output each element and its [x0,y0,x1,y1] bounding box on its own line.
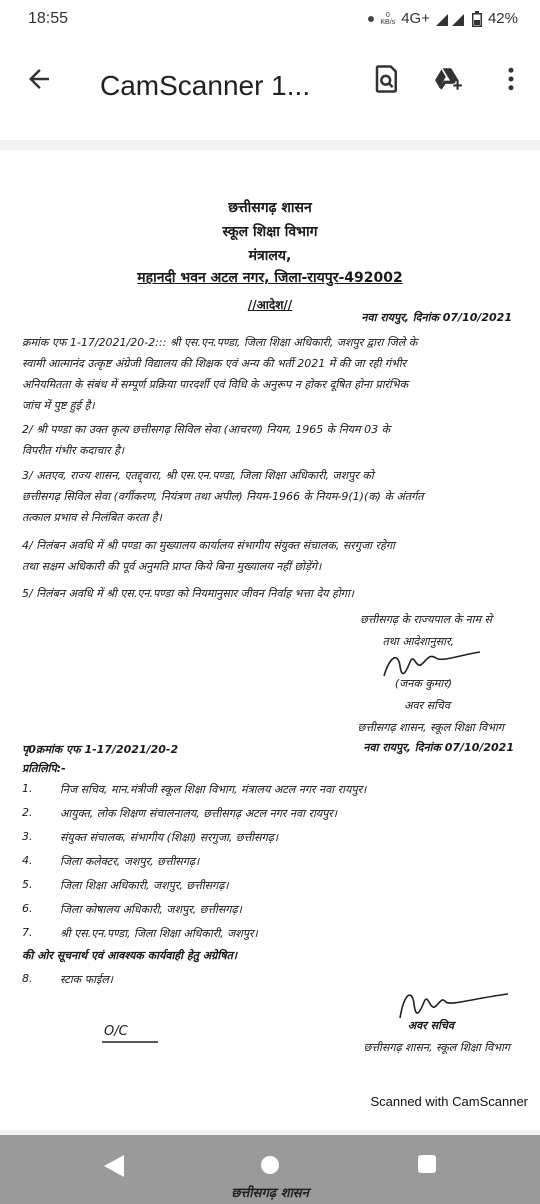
signer2-designation: अवर सचिव [407,1019,454,1032]
endorsement-number: पृ0क्रमांक एफ 1-17/2021/20-2 [22,743,179,756]
copy-number: 1. [22,782,33,795]
nav-home-icon[interactable] [260,1155,280,1175]
document-title: CamScanner 1... [100,70,311,101]
forward-note: की ओर सूचनार्थ एवं आवश्यक कार्यवाही हेतु अग्रेषित। [22,949,238,962]
copy-item: जिला शिक्षा अधिकारी, जशपुर, छत्तीसगढ़। [60,879,229,892]
para4-line: 4/ निलंबन अवधि में श्री पण्डा का मुख्यालय कार्यालय संभागीय संयुक्त संचालक, सरगुजा रहेगा [22,539,395,552]
signoff-line-1: छत्तीसगढ़ के राज्यपाल के नाम से [360,613,492,626]
signal-icon [436,12,466,26]
copy-item: जिला कलेक्टर, जशपुर, छत्तीसगढ़। [60,855,200,868]
status-bar [0,0,540,40]
copy-number: 5. [22,878,33,891]
copy-item: श्री एस.एन.पण्डा, जिला शिक्षा अधिकारी, जशपुर। [60,927,258,940]
para1-line: स्वामी आत्मानंद उत्कृष्ट अंग्रेजी विद्यालय की शिक्षक एवं अन्य की भर्ती 2021 में की जा रही गंभीर [22,357,407,370]
nav-back-icon[interactable] [104,1155,124,1177]
para2-line: विपरीत गंभीर कदाचार है। [22,444,125,457]
scanned-page [0,150,540,1130]
copy-label: प्रतिलिपि:- [22,762,66,775]
header-line-4: महानदी भवन अटल नगर, जिला-रायपुर-492002 [137,270,403,286]
nav-recents-icon[interactable] [418,1155,436,1173]
copy-item: आयुक्त, लोक शिक्षण संचालनालय, छत्तीसगढ़ अटल नगर नवा रायपुर। [60,807,338,820]
para5-line: 5/ निलंबन अवधि में श्री एस.एन.पण्डा को नियमानुसार जीवन निर्वाह भत्ता देय होगा। [22,587,354,600]
para1-line: अनियमितता के संबंध में सम्पूर्ण प्रक्रिया पारदर्शी एवं विधि के अनुरूप न होकर दूषित होना प्रारंभिक [22,378,409,391]
copy-number: 4. [22,854,33,867]
para3-line: छत्तीसगढ़ सिविल सेवा (वर्गीकरण, नियंत्रण तथा अपील) नियम-1966 के नियम-9(1)(क) के अंतर्गत [22,490,424,503]
notification-dot-icon [368,16,374,22]
para2-line: 2/ श्री पण्डा का उक्त कृत्य छत्तीसगढ़ सिविल सेवा (आचरण) नियम, 1965 के नियम 03 के [22,423,391,436]
copy-number: 2. [22,806,33,819]
copy-item: निज सचिव, मान.मंत्रीजी स्कूल शिक्षा विभाग, मंत्रालय अटल नगर नवा रायपुर। [60,783,367,796]
copy-item: जिला कोषालय अधिकारी, जशपुर, छत्तीसगढ़। [60,903,242,916]
endorsement-date: नवा रायपुर, दिनांक 07/10/2021 [363,741,514,754]
initials-underline [100,1038,160,1046]
para1-line: जांच में पुष्ट हुई है। [22,399,95,412]
app-bar [0,40,540,140]
network-type: 4G+ [401,10,430,27]
copy-item: स्टाक फाईल। [60,973,113,986]
status-icons [368,10,518,27]
google-drive-add-icon[interactable] [434,64,464,94]
para4-line: तथा सक्षम अधिकारी की पूर्व अनुमति प्राप्त किये बिना मुख्यालय नहीं छोड़ेंगे। [22,560,322,573]
header-line-2: स्कूल शिक्षा विभाग [222,224,318,240]
signer1-name: (जनक कुमार) [394,677,452,690]
search-document-icon[interactable] [372,64,402,94]
header-line-3: मंत्रालय, [248,248,292,264]
battery-level: 42% [487,10,518,27]
status-time: 18:55 [28,10,69,27]
net-speed: 0 KB/s [380,11,396,26]
copy-item: संयुक्त संचालक, संभागीय (शिक्षा) सरगुजा, छत्तीसगढ़। [60,831,279,844]
document-viewer[interactable] [0,140,540,1135]
signoff-line-2: तथा आदेशानुसार, [382,635,454,648]
navigation-bar [0,1135,540,1204]
copy-number: 3. [22,830,33,843]
header-line-1: छत्तीसगढ़ शासन [228,200,312,216]
bottom-caption: छत्तीसगढ़ शासन [231,1186,309,1201]
copy-number: 7. [22,926,33,939]
camscanner-watermark: Scanned with CamScanner [370,1094,528,1109]
back-arrow-icon[interactable] [24,64,54,94]
para1-line: क्रमांक एफ 1-17/2021/20-2::: श्री एस.एन.पण्डा, जिला शिक्षा अधिकारी, जशपुर द्वारा जिले के [22,336,418,349]
signer2-department: छत्तीसगढ़ शासन, स्कूल शिक्षा विभाग [363,1041,510,1054]
date-line: नवा रायपुर, दिनांक 07/10/2021 [361,311,512,324]
battery-icon [472,11,482,27]
para3-line: तत्काल प्रभाव से निलंबित करता है। [22,511,162,524]
initials: O/C [104,1024,128,1039]
order-title: //आदेश// [247,298,293,312]
para3-line: 3/ अतएव, राज्य शासन, एतद्द्वारा, श्री एस.एन.पण्डा, जिला शिक्षा अधिकारी, जशपुर को [22,469,374,482]
copy-number: 6. [22,902,33,915]
copy-number: 8. [22,972,33,985]
signer1-designation: अवर सचिव [404,699,450,712]
signer1-department: छत्तीसगढ़ शासन, स्कूल शिक्षा विभाग [357,721,504,734]
more-vert-icon[interactable] [496,64,526,94]
